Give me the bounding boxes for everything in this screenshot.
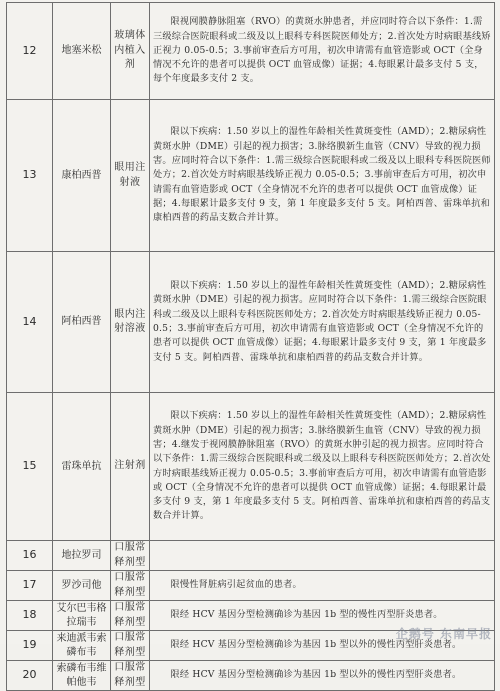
table-row xyxy=(7,661,495,691)
drug-name: 罗沙司他 xyxy=(53,571,111,601)
payment-limit-text: 限以下疾病：1.50 岁以上的湿性年龄相关性黄斑变性（AMD）；2.糖尿病性黄斑水肿（DME）引起的视力损害；3.脉络膜新生血管（CNV）导致的视力损害。应同时符合以下条件：1.需三级综合医院眼科或二级及以上眼科专科医院医师处方；2.首次处方时病眼基线矫正视力 0.05-0.5；3.事前审查后方可用，初次申请需有血管造影或 OCT（全身情况不允许的患者可以提供 OCT 血管成像）证据；4.每眼累计最多支付 9 支，第 1 年度最多支付 5 支。阿柏西普、雷珠单抗和康柏西普的药品支数合并计算。 xyxy=(153,126,491,224)
row-number: 18 xyxy=(7,601,53,631)
row-number: 20 xyxy=(7,661,53,691)
row-number: 16 xyxy=(7,541,53,571)
table-row xyxy=(7,3,495,100)
drug-limit-table xyxy=(6,2,495,691)
dosage-form: 眼用注射液 xyxy=(111,100,150,252)
row-number: 12 xyxy=(7,3,53,100)
payment-limit xyxy=(150,661,495,691)
payment-limit-text: 限经 HCV 基因分型检测确诊为基因 1b 型的慢性丙型肝炎患者。 xyxy=(170,609,443,621)
dosage-form: 眼内注射溶液 xyxy=(111,252,150,393)
dosage-form: 口服常释剂型 xyxy=(111,601,150,631)
payment-limit xyxy=(150,571,495,601)
payment-limit xyxy=(150,252,495,393)
dosage-form: 口服常释剂型 xyxy=(111,631,150,661)
row-number: 17 xyxy=(7,571,53,601)
drug-name: 地拉罗司 xyxy=(53,541,111,571)
payment-limit xyxy=(150,393,495,541)
payment-limit-text: 限经 HCV 基因分型检测确诊为基因 1b 型以外的慢性丙型肝炎患者。 xyxy=(170,639,462,651)
watermark: 企鹅号 东南早报 xyxy=(395,627,492,641)
dosage-form: 玻璃体内植入剂 xyxy=(111,3,150,100)
payment-limit-text: 限视网膜静脉阻塞（RVO）的黄斑水肿患者，并应同时符合以下条件：1.需三级综合医院眼科或二级及以上眼科专科医院医师处方；2.首次处方时病眼基线矫正视力 0.05-0.5；3.事前审查后方可用，初次申请需有血管造影或 OCT（全身情况不允许的患者可以提供 OCT 血管成像）证据；4.每眼累计最多支付 5 支，每个年度最多支付 2 支。 xyxy=(153,16,491,85)
row-number: 14 xyxy=(7,252,53,393)
payment-limit-text: 限以下疾病：1.50 岁以上的湿性年龄相关性黄斑变性（AMD）；2.糖尿病性黄斑水肿（DME）引起的视力损害。应同时符合以下条件：1.需三级综合医院眼科或二级及以上眼科专科医院医师处方；2.首次处方时病眼基线矫正视力 0.05-0.5；3.事前审查后方可用，初次申请需有血管造影或 OCT（全身情况不允许的患者可以提供 OCT 血管成像）证据；4.每眼累计最多支付 9 支，第 1 年度最多支付 5 支。阿柏西普、雷珠单抗和康柏西普的药品支数合并计算。 xyxy=(153,280,487,363)
drug-name: 阿柏西普 xyxy=(53,252,111,393)
table-row xyxy=(7,541,495,571)
row-number: 13 xyxy=(7,100,53,252)
table-row xyxy=(7,571,495,601)
drug-name: 艾尔巴韦格拉瑞韦 xyxy=(53,601,111,631)
drug-name: 雷珠单抗 xyxy=(53,393,111,541)
drug-name: 索磷布韦维帕他韦 xyxy=(53,661,111,691)
drug-name: 地塞米松 xyxy=(53,3,111,100)
table-row xyxy=(7,100,495,252)
payment-limit-text: 限经 HCV 基因分型检测确诊为基因 1b 型以外的慢性丙型肝炎患者。 xyxy=(170,669,462,681)
payment-limit-text: 限以下疾病：1.50 岁以上的湿性年龄相关性黄斑变性（AMD）；2.糖尿病性黄斑水肿（DME）引起的视力损害；3.脉络膜新生血管（CNV）导致的视力损害；4.继发于视网膜静脉阻塞（RVO）的黄斑水肿引起的视力损害。应同时符合以下条件：1.需三级综合医院眼科或二级及以上眼科专科医院医师处方；2.首次处方时病眼基线矫正视力 0.05-0.5；3.事前审查后方可用，初次申请需有血管造影或 OCT（全身情况不允许的患者可以提供 OCT 血管成像）证据；4.每眼累计最多支付 9 支，第 1 年度最多支付 5 支。阿柏西普、雷珠单抗和康柏西普的药品支数合并计算。 xyxy=(153,410,491,522)
payment-limit xyxy=(150,541,495,571)
table-row xyxy=(7,252,495,393)
drug-name: 来迪派韦索磷布韦 xyxy=(53,631,111,661)
payment-limit-text: 限慢性肾脏病引起贫血的患者。 xyxy=(170,579,302,591)
drug-name: 康柏西普 xyxy=(53,100,111,252)
dosage-form: 口服常释剂型 xyxy=(111,661,150,691)
row-number: 15 xyxy=(7,393,53,541)
payment-limit xyxy=(150,100,495,252)
table-row xyxy=(7,393,495,541)
dosage-form: 口服常释剂型 xyxy=(111,541,150,571)
dosage-form: 口服常释剂型 xyxy=(111,571,150,601)
dosage-form: 注射剂 xyxy=(111,393,150,541)
payment-limit xyxy=(150,3,495,100)
row-number: 19 xyxy=(7,631,53,661)
